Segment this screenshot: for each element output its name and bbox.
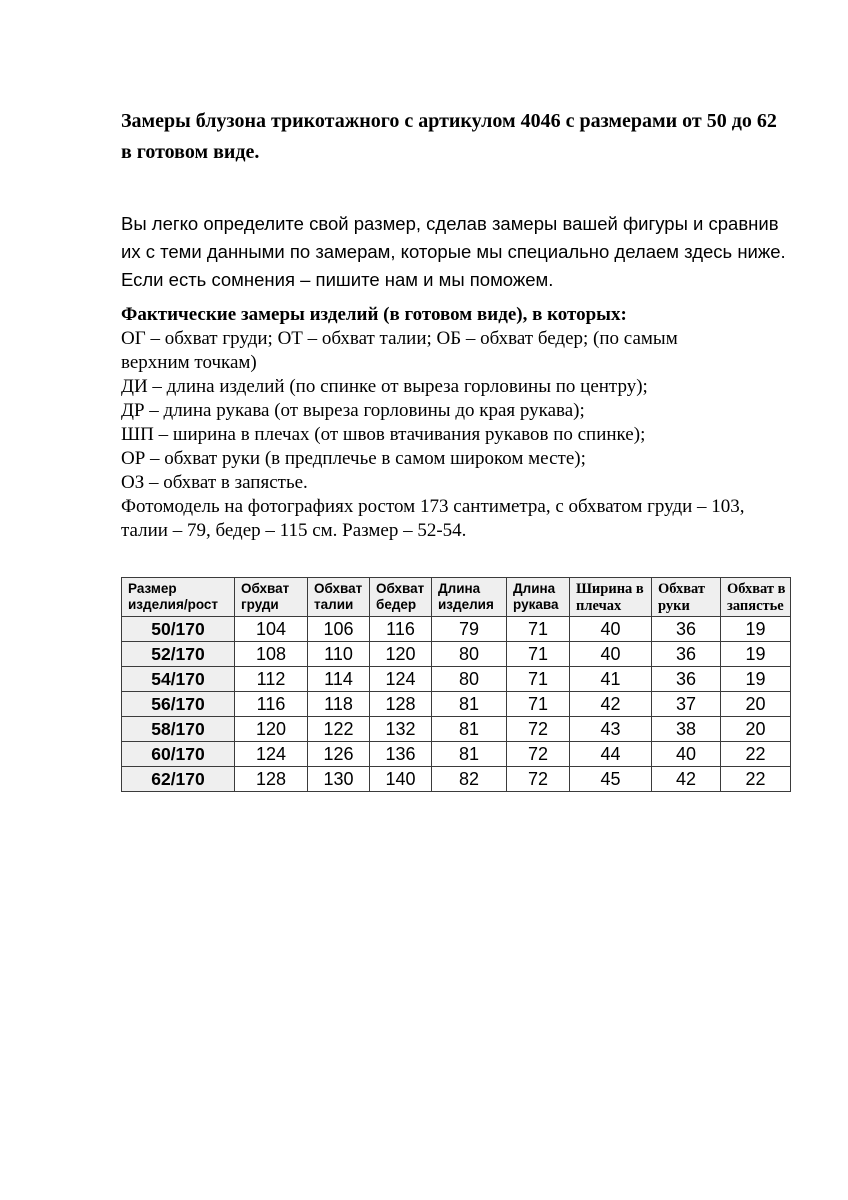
table-row [122, 667, 791, 692]
text-line: в готовом виде. [121, 141, 260, 163]
text-line: их с теми данными по замерам, которые мы специально делаем здесь ниже. [121, 241, 786, 262]
value-cell: 42 [652, 767, 721, 792]
column-header: Обхват руки [652, 578, 721, 617]
value-cell: 120 [370, 642, 432, 667]
value-cell: 72 [507, 767, 570, 792]
size-cell: 50/170 [122, 617, 235, 642]
size-cell: 52/170 [122, 642, 235, 667]
value-cell: 104 [235, 617, 308, 642]
value-cell: 19 [721, 617, 791, 642]
value-cell: 71 [507, 692, 570, 717]
size-table-head [122, 578, 791, 617]
value-cell: 128 [235, 767, 308, 792]
size-table-body [122, 617, 791, 792]
size-cell: 62/170 [122, 767, 235, 792]
value-cell: 42 [570, 692, 652, 717]
intro-paragraph [121, 210, 790, 294]
header-row [122, 578, 791, 617]
text-line: ОР – обхват руки (в предплечье в самом широком месте); [121, 448, 586, 469]
value-cell: 22 [721, 767, 791, 792]
value-cell: 82 [432, 767, 507, 792]
value-cell: 122 [308, 717, 370, 742]
text-line: Замеры блузона трикотажного с артикулом 4046 с размерами от 50 до 62 [121, 110, 777, 132]
value-cell: 79 [432, 617, 507, 642]
value-cell: 37 [652, 692, 721, 717]
value-cell: 81 [432, 717, 507, 742]
measurement-definitions [121, 327, 790, 495]
value-cell: 36 [652, 617, 721, 642]
text-line: Фотомодель на фотографиях ростом 173 сантиметра, с обхватом груди – 103, [121, 496, 745, 517]
measurements-heading: Фактические замеры изделий (в готовом виде), в которых: [121, 304, 627, 325]
value-cell: 20 [721, 717, 791, 742]
document-title [121, 106, 790, 168]
value-cell: 36 [652, 642, 721, 667]
text-line: талии – 79, бедер – 115 см. Размер – 52-54. [121, 520, 467, 541]
value-cell: 130 [308, 767, 370, 792]
column-header: Обхват бедер [370, 578, 432, 617]
value-cell: 108 [235, 642, 308, 667]
value-cell: 36 [652, 667, 721, 692]
column-header: Ширина в плечах [570, 578, 652, 617]
column-header: Обхват груди [235, 578, 308, 617]
value-cell: 120 [235, 717, 308, 742]
value-cell: 112 [235, 667, 308, 692]
value-cell: 110 [308, 642, 370, 667]
value-cell: 44 [570, 742, 652, 767]
text-line: ДР – длина рукава (от выреза горловины до края рукава); [121, 400, 585, 421]
text-line: ДИ – длина изделий (по спинке от выреза горловины по центру); [121, 376, 648, 397]
value-cell: 116 [370, 617, 432, 642]
column-header: Длина изделия [432, 578, 507, 617]
value-cell: 114 [308, 667, 370, 692]
value-cell: 80 [432, 642, 507, 667]
value-cell: 72 [507, 742, 570, 767]
text-line: Вы легко определите свой размер, сделав замеры вашей фигуры и сравнив [121, 213, 779, 234]
value-cell: 80 [432, 667, 507, 692]
value-cell: 71 [507, 617, 570, 642]
text-line: ШП – ширина в плечах (от швов втачивания рукавов по спинке); [121, 424, 646, 445]
value-cell: 71 [507, 667, 570, 692]
value-cell: 118 [308, 692, 370, 717]
table-row [122, 767, 791, 792]
model-note [121, 495, 790, 543]
table-row [122, 692, 791, 717]
size-cell: 56/170 [122, 692, 235, 717]
value-cell: 22 [721, 742, 791, 767]
value-cell: 43 [570, 717, 652, 742]
value-cell: 71 [507, 642, 570, 667]
table-row [122, 642, 791, 667]
value-cell: 41 [570, 667, 652, 692]
size-cell: 54/170 [122, 667, 235, 692]
size-cell: 60/170 [122, 742, 235, 767]
value-cell: 40 [570, 617, 652, 642]
value-cell: 38 [652, 717, 721, 742]
value-cell: 81 [432, 742, 507, 767]
value-cell: 124 [370, 667, 432, 692]
text-line: ОГ – обхват груди; ОТ – обхват талии; ОБ – обхват бедер; (по самым [121, 328, 678, 349]
value-cell: 20 [721, 692, 791, 717]
value-cell: 81 [432, 692, 507, 717]
value-cell: 106 [308, 617, 370, 642]
table-row [122, 717, 791, 742]
value-cell: 19 [721, 667, 791, 692]
size-table [121, 577, 791, 792]
size-cell: 58/170 [122, 717, 235, 742]
column-header: Размер изделия/рост [122, 578, 235, 617]
measurements-section [121, 303, 790, 543]
value-cell: 136 [370, 742, 432, 767]
value-cell: 116 [235, 692, 308, 717]
column-header: Обхват талии [308, 578, 370, 617]
text-line: верхним точкам) [121, 352, 257, 373]
value-cell: 19 [721, 642, 791, 667]
value-cell: 40 [570, 642, 652, 667]
value-cell: 72 [507, 717, 570, 742]
value-cell: 124 [235, 742, 308, 767]
column-header: Обхват в запястье [721, 578, 791, 617]
value-cell: 45 [570, 767, 652, 792]
value-cell: 126 [308, 742, 370, 767]
value-cell: 132 [370, 717, 432, 742]
table-row [122, 742, 791, 767]
value-cell: 128 [370, 692, 432, 717]
value-cell: 40 [652, 742, 721, 767]
text-line: ОЗ – обхват в запястье. [121, 472, 308, 493]
text-line: Если есть сомнения – пишите нам и мы поможем. [121, 269, 554, 290]
value-cell: 140 [370, 767, 432, 792]
table-row [122, 617, 791, 642]
column-header: Длина рукава [507, 578, 570, 617]
